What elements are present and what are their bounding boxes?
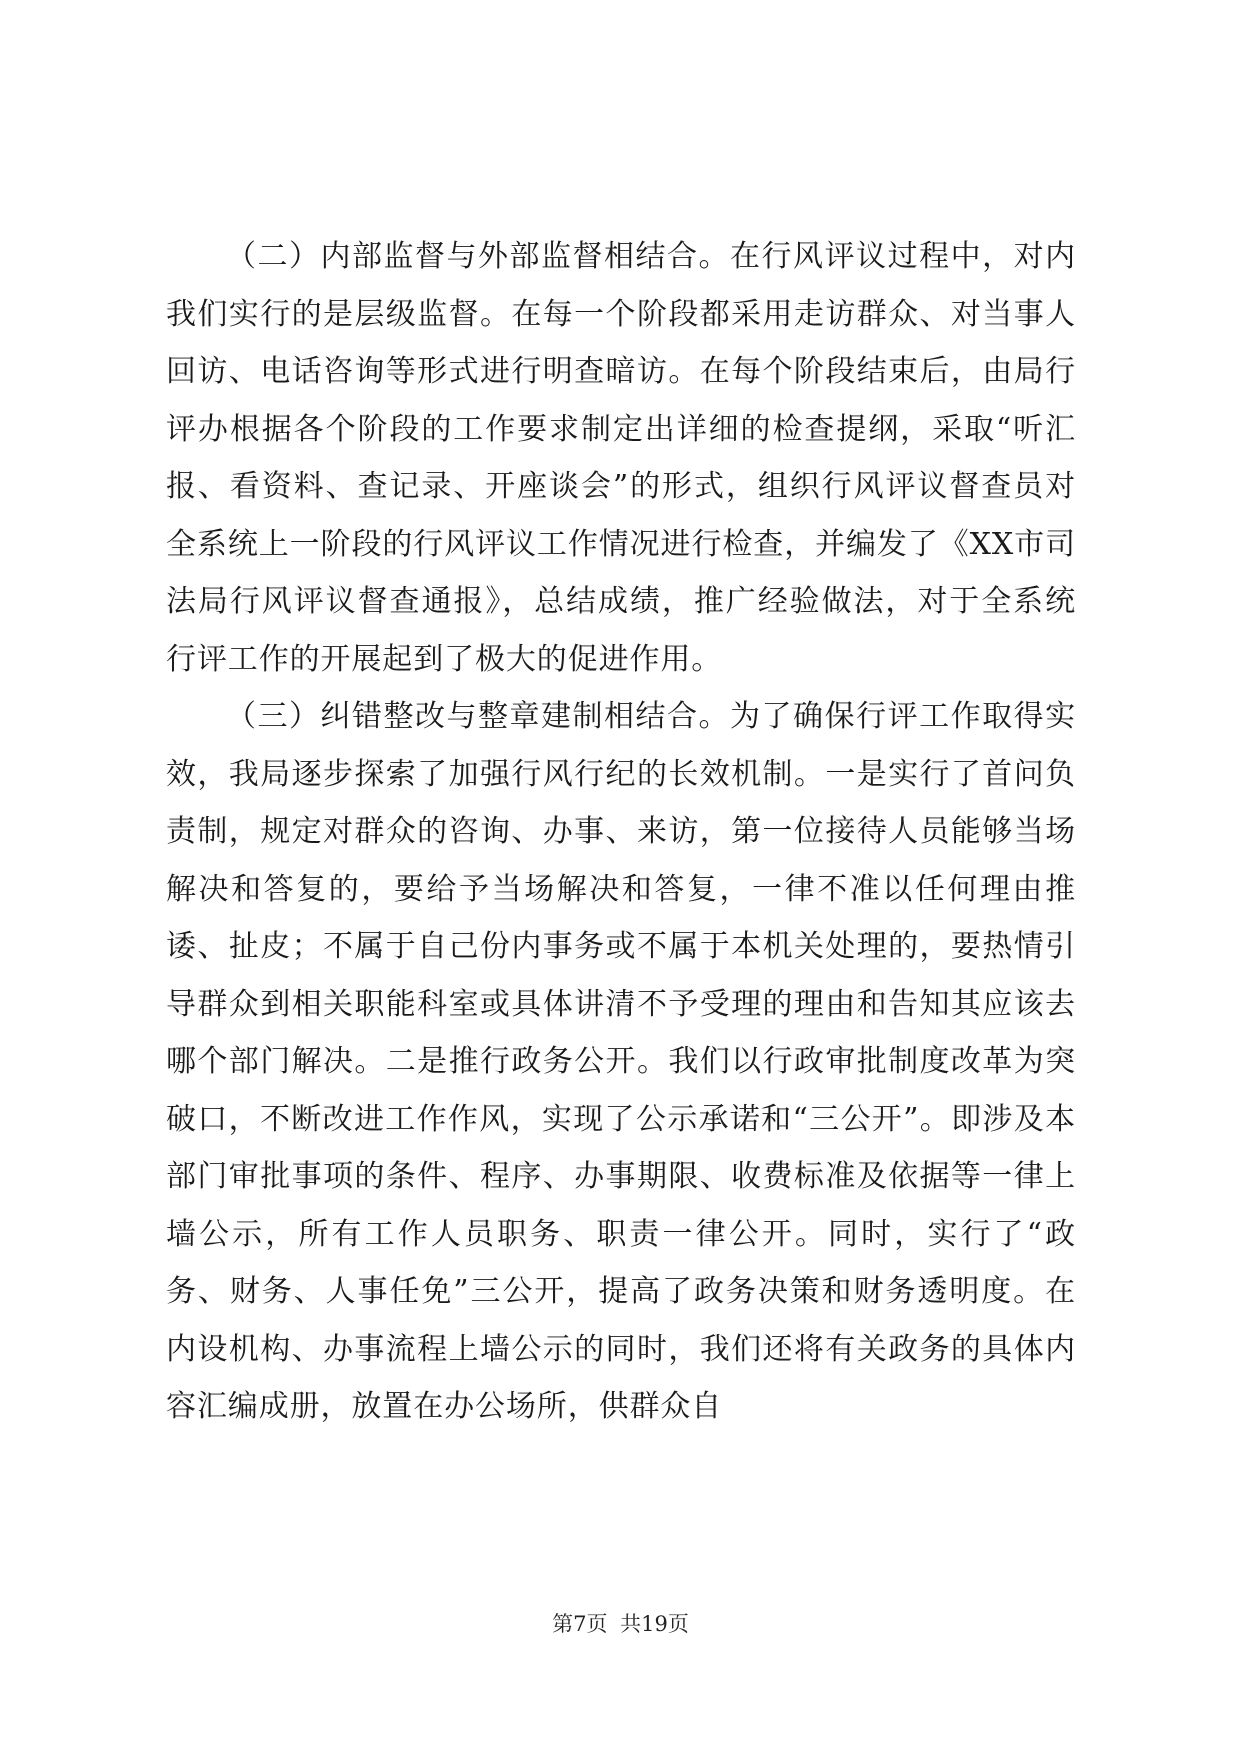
paragraph-correction-rectification: （三）纠错整改与整章建制相结合。为了确保行评工作取得实效，我局逐步探索了加强行风行纪的长效机制。一是实行了首问负责制，规定对群众的咨询、办事、来访，第一位接待人员能够当场解决和答复的，要给予当场解决和答复，一律不准以任何理由推诿、扯皮；不属于自己份内事务或不属于本机关处理的，要热情引导群众到相关职能科室或具体讲清不予受理的理由和告知其应该去哪个部门解决。二是推行政务公开。我们以行政审批制度改革为突破口，不断改进工作作风，实现了公示承诺和“三公开”。即涉及本部门审批事项的条件、程序、办事期限、收费标准及依据等一律上墙公示，所有工作人员职务、职责一律公开。同时，实行了“政务、财务、人事任免”三公开，提高了政务决策和财务透明度。在内设机构、办事流程上墙公示的同时，我们还将有关政务的具体内容汇编成册，放置在办公场所，供群众自	[166, 699, 1076, 1424]
page-footer	[0, 1609, 1241, 1639]
page-total: 共19页	[620, 1612, 689, 1636]
paragraph-internal-external-supervision: （二）内部监督与外部监督相结合。在行风评议过程中，对内我们实行的是层级监督。在每一个阶段都采用走访群众、对当事人回访、电话咨询等形式进行明查暗访。在每个阶段结束后，由局行评办根据各个阶段的工作要求制定出详细的检查提纲，采取“听汇报、看资料、查记录、开座谈会”的形式，组织行风评议督查员对全系统上一阶段的行风评议工作情况进行检查，并编发了《XX市司法局行风评议督查通报》，总结成绩，推广经验做法，对于全系统行评工作的开展起到了极大的促进作用。	[166, 239, 1076, 677]
document-body	[166, 228, 1076, 1436]
page-number: 第7页	[552, 1612, 608, 1636]
